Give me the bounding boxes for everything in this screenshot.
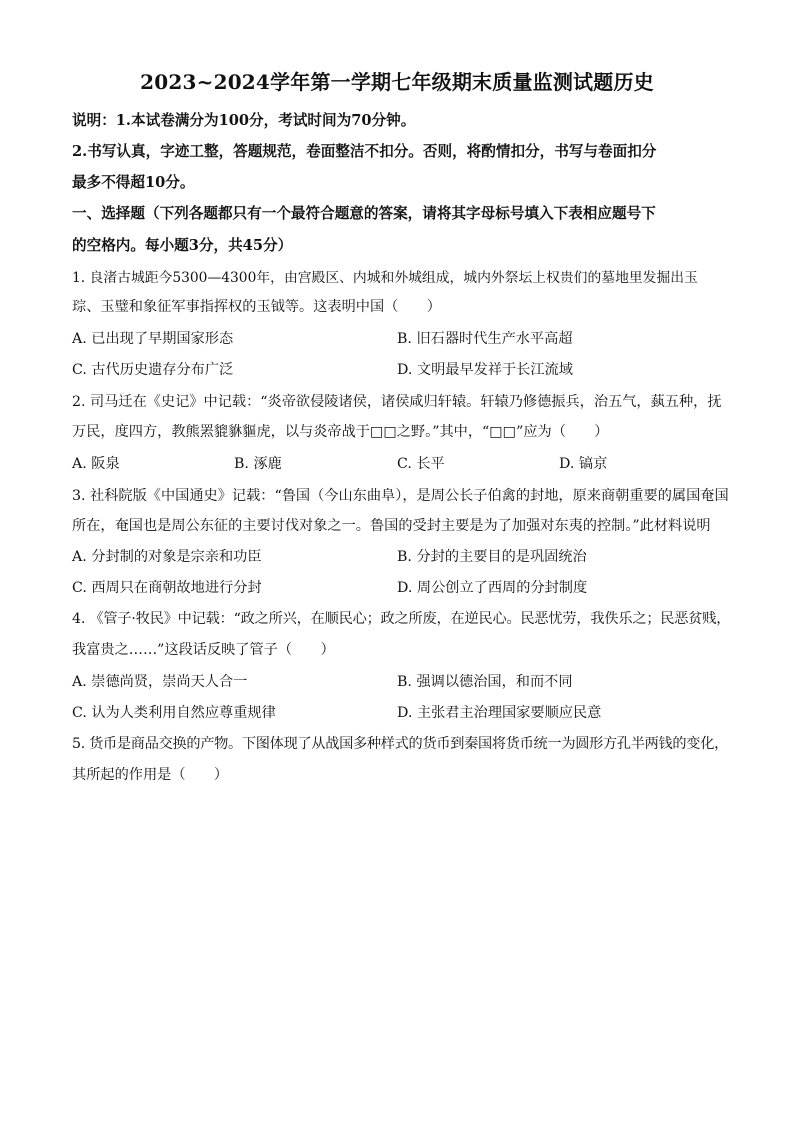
question-4-option-b: B. 强调以德治国，和而不同 xyxy=(397,674,573,690)
question-1-option-a: A. 已出现了早期国家形态 xyxy=(72,331,234,347)
section-heading-line-1: 一、选择题（下列各题都只有一个最符合题意的答案，请将其字母标号填入下表相应题号下 xyxy=(72,205,656,222)
section-heading-line-2: 的空格内。每小题3分，共45分） xyxy=(72,237,293,254)
question-2-option-c: C. 长平 xyxy=(397,456,445,472)
instructions-line-1: 说明：1.本试卷满分为100分，考试时间为70分钟。 xyxy=(72,112,416,129)
instructions-line-3: 最多不得超10分。 xyxy=(72,174,195,191)
question-2-option-d: D. 镐京 xyxy=(559,456,608,472)
question-4-stem-line-2: 我富贵之……”这段话反映了管子（ ） xyxy=(72,642,335,658)
question-3-option-a: A. 分封制的对象是宗亲和功臣 xyxy=(72,549,262,565)
question-3-option-b: B. 分封的主要目的是巩固统治 xyxy=(397,549,587,565)
instructions-line-2: 2.书写认真，字迹工整，答题规范，卷面整洁不扣分。否则，将酌情扣分，书写与卷面扣分 xyxy=(72,143,657,160)
question-1-option-c: C. 古代历史遗存分布广泛 xyxy=(72,362,234,378)
question-3-stem-line-1: 3. 社科院版《中国通史》记载：“鲁国（今山东曲阜），是周公长子伯禽的封地，原来商朝重要的属国奄国 xyxy=(72,488,729,504)
question-1-stem-line-1: 1. 良渚古城距今5300—4300年，由宫殿区、内城和外城组成，城内外祭坛上权贵们的墓地里发掘出玉 xyxy=(72,270,698,286)
question-3-option-d: D. 周公创立了西周的分封制度 xyxy=(397,580,588,596)
question-4-option-d: D. 主张君主治理国家要顺应民意 xyxy=(397,705,602,721)
question-4-option-c: C. 认为人类利用自然应尊重规律 xyxy=(72,705,276,721)
question-1-option-b: B. 旧石器时代生产水平高超 xyxy=(397,331,573,347)
question-1-option-d: D. 文明最早发祥于长江流域 xyxy=(397,362,573,378)
question-4-option-a: A. 崇德尚贤，崇尚天人合一 xyxy=(72,674,248,690)
question-1-stem-line-2: 琮、玉璧和象征军事指挥权的玉钺等。这表明中国（ ） xyxy=(72,299,441,315)
question-5-stem-line-1: 5. 货币是商品交换的产物。下图体现了从战国多种样式的货币到秦国将货币统一为圆形方孔半两钱的变化， xyxy=(72,736,728,752)
question-2-option-b: B. 涿鹿 xyxy=(234,456,282,472)
question-3-stem-line-2: 所在，奄国也是周公东征的主要讨伐对象之一。鲁国的受封主要是为了加强对东夷的控制。”此材料说明 xyxy=(72,518,711,534)
question-2-stem-line-1: 2. 司马迁在《史记》中记载：“炎帝欲侵陵诸侯，诸侯咸归轩辕。轩辕乃修德振兵，治五气，蓺五种，抚 xyxy=(72,394,722,410)
question-5-stem-line-2: 其所起的作用是（ ） xyxy=(72,767,229,783)
exam-title: 2023~2024学年第一学期七年级期末质量监测试题历史 xyxy=(140,70,654,94)
question-2-stem-line-2: 万民，度四方，教熊罴貔貅貙虎，以与炎帝战于□□之野。”其中，“□□”应为（ ） xyxy=(72,424,609,440)
question-3-option-c: C. 西周只在商朝故地进行分封 xyxy=(72,580,262,596)
question-4-stem-line-1: 4. 《管子·牧民》中记载：“政之所兴，在顺民心；政之所废，在逆民心。民恶忧劳，我佚乐之；民恶贫贱， xyxy=(72,611,731,627)
question-2-option-a: A. 阪泉 xyxy=(72,456,120,472)
